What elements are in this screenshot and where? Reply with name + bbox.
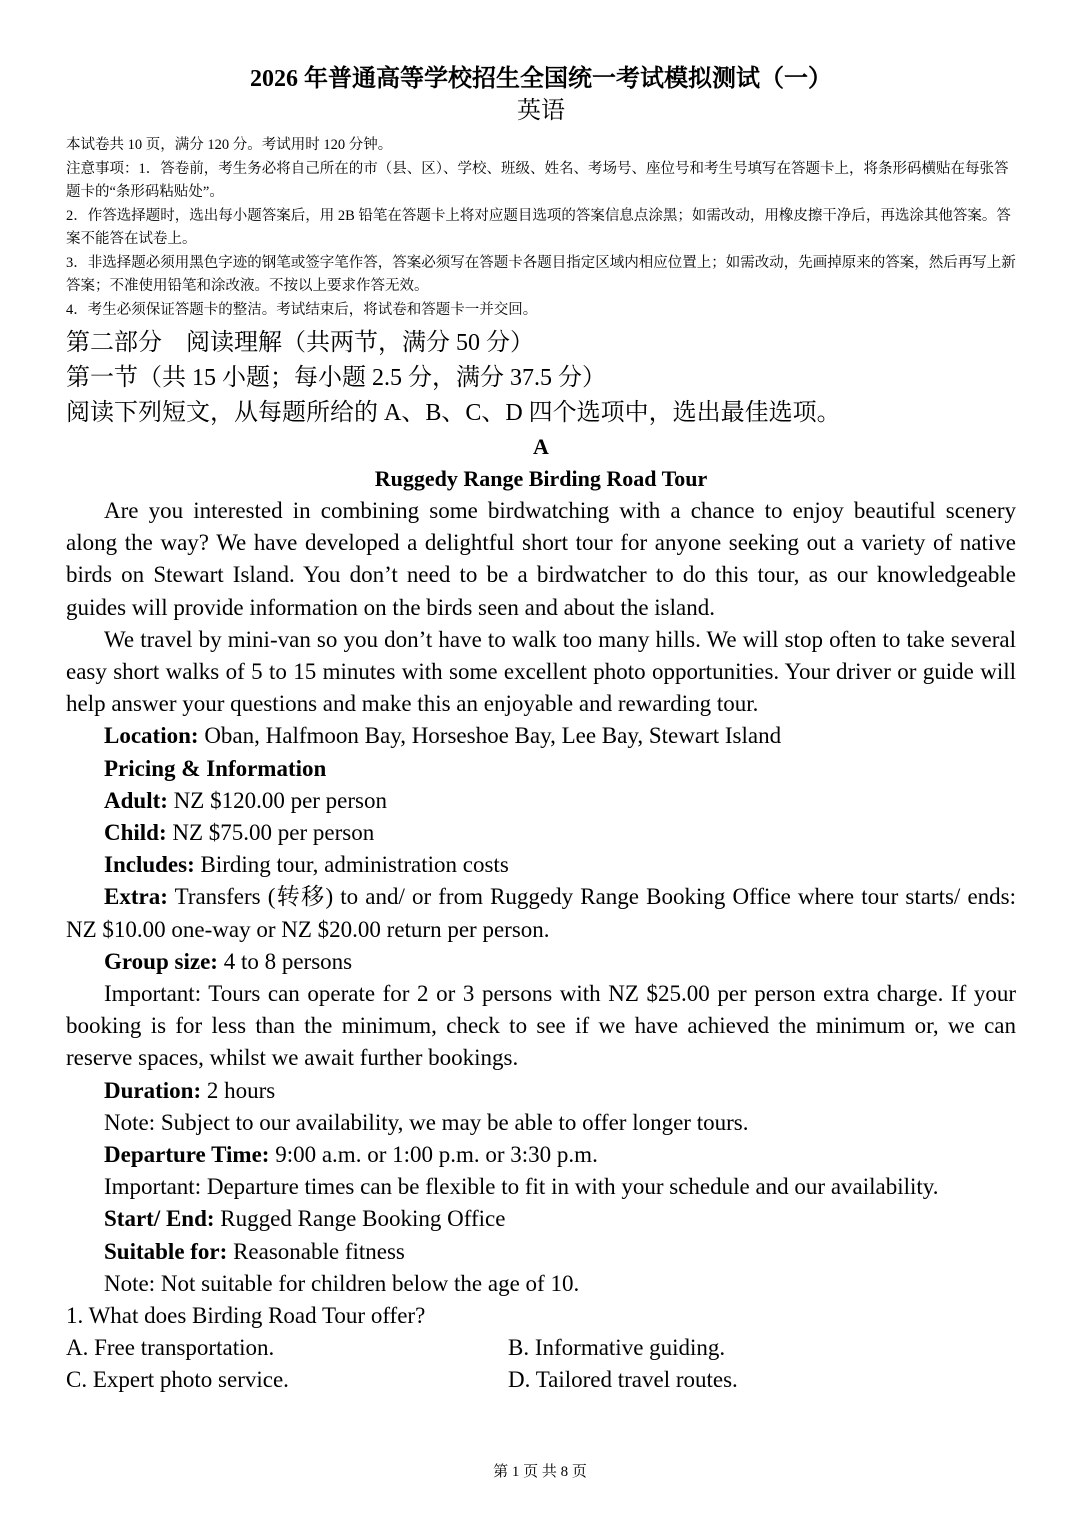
question-stem: 1. What does Birding Road Tour offer?: [66, 1303, 426, 1329]
option-c: C. Expert photo service.: [66, 1367, 289, 1393]
exam-notes: [66, 134, 1016, 322]
exam-page: [66, 62, 1016, 1397]
departure-line: Departure Time: 9:00 a.m. or 1:00 p.m. or 3:30 p.m.: [104, 1142, 598, 1168]
duration-line: Duration: 2 hours: [104, 1077, 276, 1103]
page-footer: 第 1 页 共 8 页: [493, 1464, 587, 1480]
group-size-line: Group size: 4 to 8 persons: [104, 948, 353, 974]
option-a: A. Free transportation.: [66, 1335, 275, 1361]
pricing-heading: Pricing & Information: [104, 755, 327, 781]
note-line: Note: Subject to our availability, we may be able to offer longer tours.: [104, 1109, 749, 1135]
paragraph: Are you interested in combining some birdwatching with a chance to enjoy beautiful scenery along the way? We have developed a delightful short tour for anyone seeking out a variety of native birds on Stewart Island. You don’t need to be a birdwatcher to do this tour, as our knowledgeable guides will provide information on the birds seen and about the island.: [66, 498, 1016, 620]
subject-title: 英语: [517, 98, 565, 124]
start-end-line: Start/ End: Rugged Range Booking Office: [104, 1206, 506, 1232]
suitable-line: Suitable for: Reasonable fitness: [104, 1238, 405, 1264]
important-note: Important: Departure times can be flexible to fit in with your schedule and our availability.: [104, 1174, 939, 1200]
includes-line: Includes: Birding tour, administration costs: [104, 852, 509, 878]
options-row: [66, 1332, 1016, 1364]
instruction: 阅读下列短文，从每题所给的 A、B、C、D 四个选项中，选出最佳选项。: [66, 400, 841, 426]
option-d: D. Tailored travel routes.: [508, 1367, 738, 1393]
extra-line: Extra: Transfers (转移) to and/ or from Ruggedy Range Booking Office where tour starts/ ends: NZ $10.00 one-way or NZ $20.00 return per person.: [66, 884, 1016, 942]
note-line: 2．作答选择题时，选出每小题答案后，用 2B 铅笔在答题卡上将对应题目选项的答案信息点涂黑；如需改动，用橡皮擦干净后，再选涂其他答案。答案不能答在试卷上。: [66, 207, 1011, 247]
paragraph: We travel by mini-van so you don’t have to walk too many hills. We will stop often to take several easy short walks of 5 to 15 minutes with some excellent photo opportunities. Your driver or guide will help answer your questions and make this an enjoyable and rewarding tour.: [66, 626, 1016, 717]
child-line: Child: NZ $75.00 per person: [104, 820, 375, 846]
passage-title: Ruggedy Range Birding Road Tour: [374, 466, 708, 491]
exam-title: 2026 年普通高等学校招生全国统一考试模拟测试（一）: [250, 66, 832, 92]
location-line: Location: Oban, Halfmoon Bay, Horseshoe Bay, Lee Bay, Stewart Island: [104, 723, 782, 749]
subsection-heading: 第一节（共 15 小题；每小题 2.5 分，满分 37.5 分）: [66, 365, 606, 391]
note-line: Note: Not suitable for children below the age of 10.: [104, 1270, 580, 1296]
option-b: B. Informative guiding.: [508, 1335, 726, 1361]
note-line: 4．考生必须保证答题卡的整洁。考试结束后，将试卷和答题卡一并交回。: [66, 301, 538, 318]
adult-line: Adult: NZ $120.00 per person: [104, 787, 388, 813]
note-line: 本试卷共 10 页，满分 120 分。考试用时 120 分钟。: [66, 137, 393, 153]
passage-letter: A: [533, 434, 549, 459]
passage-body: [66, 495, 1016, 1397]
note-line: 注意事项：1．答卷前，考生务必将自己所在的市（县、区）、学校、班级、姓名、考场号、座位号和考生号填写在答题卡上，将条形码横贴在每张答题卡的“条形码粘贴处”。: [66, 160, 1009, 200]
important-note: Important: Tours can operate for 2 or 3 persons with NZ $25.00 per person extra charge. If your booking is for less than the minimum, check to see if we have achieved the minimum or, we can reserve spaces, whilst we await further bookings.: [66, 981, 1016, 1071]
options-row: [66, 1364, 1016, 1396]
note-line: 3．非选择题必须用黑色字迹的钢笔或签字笔作答，答案必须写在答题卡各题目指定区域内相应位置上；如需改动，先画掉原来的答案，然后再写上新答案；不准使用铅笔和涂改液。不按以上要求作答无效。: [66, 254, 1016, 294]
part-heading: 第二部分 阅读理解（共两节，满分 50 分）: [66, 330, 534, 356]
